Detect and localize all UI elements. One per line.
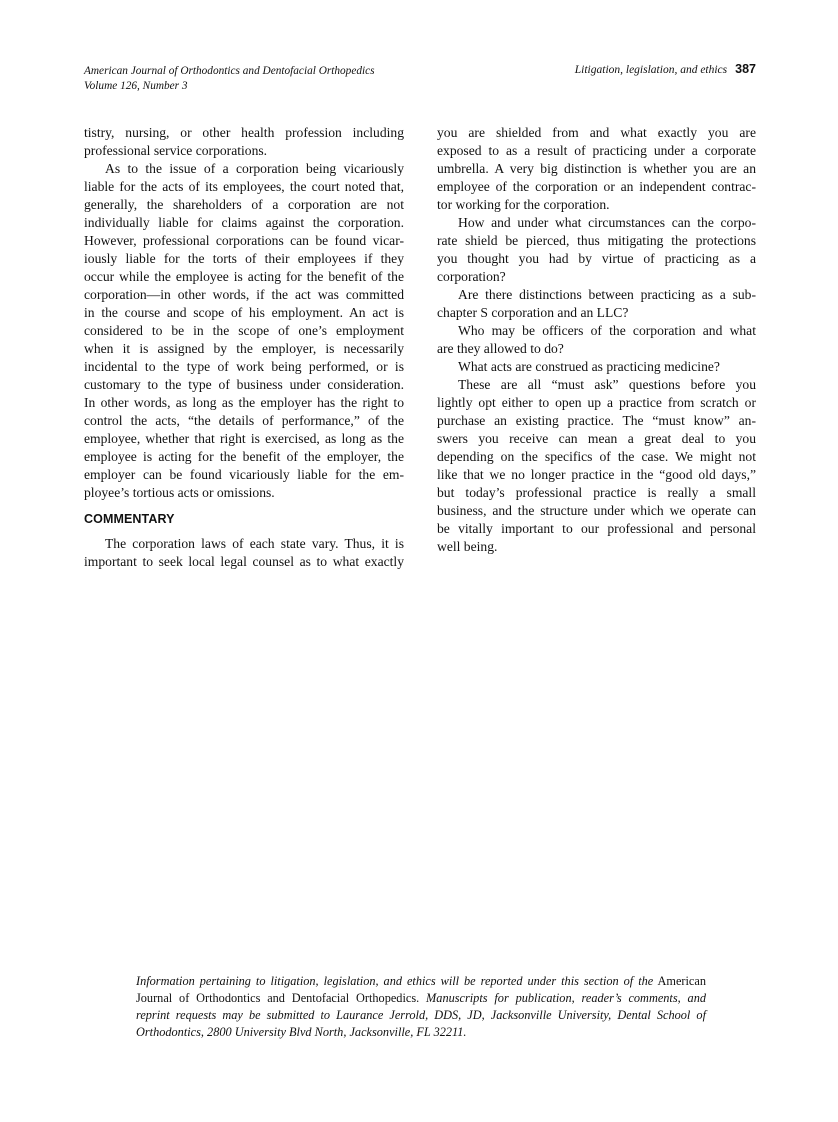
footnote-line xyxy=(136,1007,706,1024)
text-line: corporation—in other words, if the act was committed xyxy=(84,287,404,302)
text-line: How and under what circumstances can the corpo- xyxy=(458,215,756,230)
text-line: As to the issue of a corporation being vicariously xyxy=(105,161,404,176)
text-line: but today’s professional practice is really a small xyxy=(437,485,756,500)
footnote-roman-text: Journal of Orthodontics and Dentofacial Orthopedics. xyxy=(136,991,420,1005)
text-line: employee, whether that right is exercised, as long as the xyxy=(84,431,404,446)
text-line: Who may be officers of the corporation and what xyxy=(458,323,756,338)
text-line: What acts are construed as practicing medicine? xyxy=(458,359,720,374)
volume-issue: Volume 126, Number 3 xyxy=(84,79,188,92)
text-line: depending on the specifics of the case. We might not xyxy=(437,449,756,464)
footnote-italic-text: Information pertaining to litigation, legislation, and ethics will be reported under this section of the xyxy=(136,974,654,988)
page-number: 387 xyxy=(735,62,756,76)
footnote-roman-text: American xyxy=(653,974,706,988)
text-line: ployee’s tortious acts or omissions. xyxy=(84,485,275,500)
text-line: In other words, as long as the employer has the right to xyxy=(84,395,404,410)
section-heading-commentary: COMMENTARY xyxy=(84,512,175,526)
footnote-italic-text: Orthodontics, 2800 University Blvd North, Jacksonville, FL 32211. xyxy=(136,1025,467,1039)
text-line: iously liable for the torts of their employees if they xyxy=(84,251,404,266)
text-line: swers you receive can mean a great deal to you xyxy=(437,431,756,446)
text-line: well being. xyxy=(437,539,498,554)
text-line: you thought you had by virtue of practicing as a xyxy=(437,251,756,266)
text-line: be vitally important to our professional and personal xyxy=(437,521,756,536)
text-line: important to seek local legal counsel as to what exactly xyxy=(84,554,404,569)
text-line: incidental to the type of work being performed, or is xyxy=(84,359,404,374)
text-line: umbrella. A very big distinction is whether you are an xyxy=(437,161,756,176)
text-line: purchase an existing practice. The “must know” an- xyxy=(437,413,756,428)
footnote-line xyxy=(136,990,706,1007)
running-head-left xyxy=(84,64,375,93)
text-line: when it is assigned by the employer, is necessarily xyxy=(84,341,404,356)
text-line: you are shielded from and what exactly you are xyxy=(437,125,756,140)
journal-title: American Journal of Orthodontics and Dentofacial Orthopedics xyxy=(84,65,375,77)
text-line: exposed to as a result of practicing under a corporate xyxy=(437,143,756,158)
text-line: generally, the shareholders of a corporation are not xyxy=(84,197,404,212)
text-line: These are all “must ask” questions before you xyxy=(458,377,756,392)
text-line: chapter S corporation and an LLC? xyxy=(437,305,629,320)
text-line: in the course and scope of his employment. An act is xyxy=(84,305,404,320)
text-line: individually liable for claims against the corporation. xyxy=(84,215,404,230)
right-column xyxy=(437,124,756,556)
footnote-line xyxy=(136,1024,706,1041)
text-line: lightly opt either to open up a practice from scratch or xyxy=(437,395,756,410)
text-line: However, professional corporations can be found vicar- xyxy=(84,233,404,248)
section-footnote xyxy=(136,973,706,1041)
section-title: Litigation, legislation, and ethics xyxy=(574,64,728,76)
text-line: tistry, nursing, or other health profession including xyxy=(84,125,404,140)
left-column xyxy=(84,124,404,571)
running-head-right xyxy=(575,62,756,78)
footnote-italic-text: Manuscripts for publication, reader’s comments, and xyxy=(419,991,706,1005)
text-line: customary to the type of business under consideration. xyxy=(84,377,404,392)
text-line: control the acts, “the details of performance,” of the xyxy=(84,413,404,428)
text-line: rate shield be pierced, thus mitigating the protections xyxy=(437,233,756,248)
text-line: like that we no longer practice in the “good old days,” xyxy=(437,467,756,482)
footnote-line xyxy=(136,973,706,990)
text-line: occur while the employee is acting for the benefit of the xyxy=(84,269,404,284)
footnote-italic-text: reprint requests may be submitted to Laurance Jerrold, DDS, JD, Jacksonville University, Dental School of xyxy=(136,1008,706,1022)
text-line: business, and the structure under which we operate can xyxy=(437,503,756,518)
text-line: employee is acting for the benefit of the employer, the xyxy=(84,449,404,464)
text-line: employer can be found vicariously liable for the em- xyxy=(84,467,404,482)
text-line: corporation? xyxy=(437,269,506,284)
text-line: employee of the corporation or an independent contrac- xyxy=(437,179,756,194)
text-line: are they allowed to do? xyxy=(437,341,564,356)
text-line: considered to be in the scope of one’s employment xyxy=(84,323,404,338)
text-line: liable for the acts of its employees, the court noted that, xyxy=(84,179,404,194)
text-line: The corporation laws of each state vary. Thus, it is xyxy=(105,536,404,551)
text-line: Are there distinctions between practicing as a sub- xyxy=(458,287,756,302)
text-line: professional service corporations. xyxy=(84,143,268,158)
text-line: tor working for the corporation. xyxy=(437,197,610,212)
